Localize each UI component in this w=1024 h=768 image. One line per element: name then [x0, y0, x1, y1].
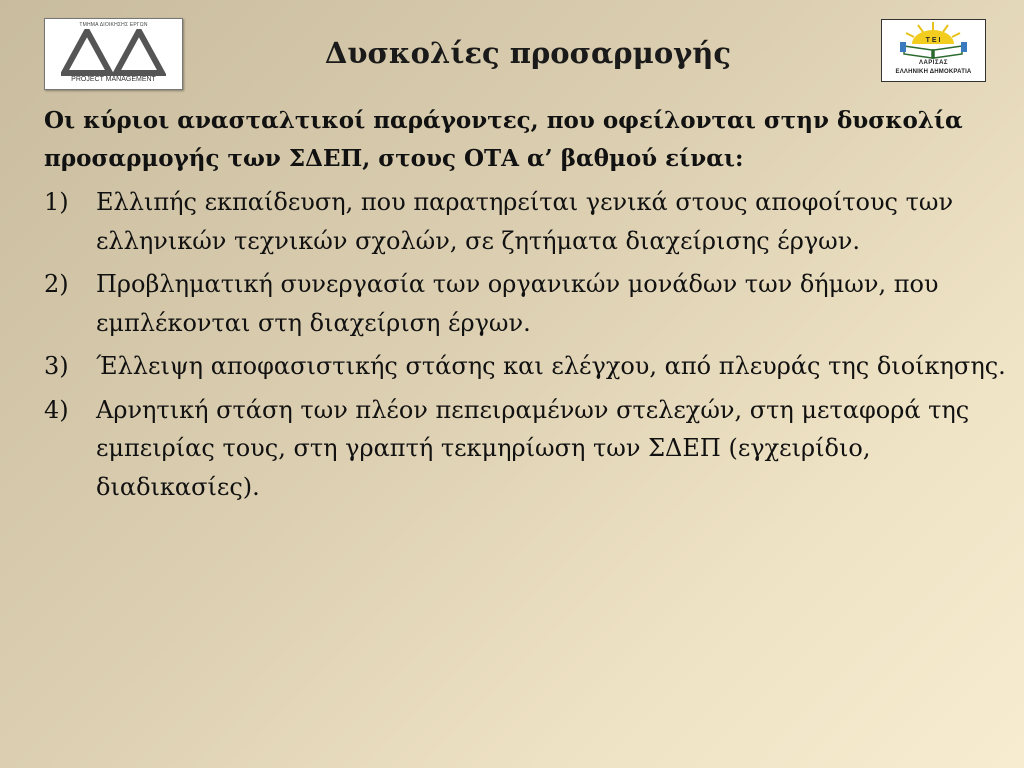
- list-item-number: 4): [44, 395, 69, 424]
- intro-paragraph: Οι κύριοι ανασταλτικοί παράγοντες, που οφείλονται στην δυσκολία προσαρμογής των ΣΔΕΠ, στους ΟΤΑ α’ βαθμού είναι:: [44, 107, 963, 172]
- logo-right-caption-2: ΕΛΛΗΝΙΚΗ ΔΗΜΟΚΡΑΤΙΑ: [895, 69, 972, 75]
- logo-right-caption-1: ΛΑΡΙΣΑΣ: [918, 60, 949, 66]
- slide-content: [44, 102, 1006, 506]
- project-management-logo: [44, 18, 183, 90]
- list-item: [44, 265, 1006, 342]
- factors-list: [44, 183, 1006, 506]
- list-item-text: Έλλειψη αποφασιστικής στάσης και ελέγχου, από πλευράς της διοίκησης.: [96, 352, 1006, 380]
- list-item-text: Προβληματική συνεργασία των οργανικών μονάδων των δήμων, που εμπλέκονται στη διαχείριση έργων.: [96, 270, 939, 337]
- list-item-number: 2): [44, 270, 69, 298]
- list-item: [44, 347, 1006, 386]
- list-item-number: 1): [44, 188, 69, 216]
- list-item-number: 3): [44, 352, 69, 380]
- page-title: Δυσκολίες προσαρμογής: [324, 36, 732, 70]
- logo-left-bottom-text: PROJECT MANAGEMENT: [67, 74, 160, 85]
- double-delta-icon: [61, 29, 166, 77]
- open-book-icon: [900, 42, 967, 59]
- list-item-text: Αρνητική στάση των πλέον πεπειραμένων στελεχών, στη μεταφορά της εμπειρίας τους, στη γραπτή τεκμηρίωση των ΣΔΕΠ (εγχειρίδιο, διαδικασίες).: [96, 395, 970, 501]
- tei-larissa-logo: [881, 19, 986, 82]
- list-item-text: Ελλιπής εκπαίδευση, που παρατηρείται γενικά στους αποφοίτους των ελληνικών τεχνικών σχολών, σε ζητήματα διαχείρισης έργων.: [96, 188, 954, 255]
- list-item: [44, 183, 1006, 260]
- logo-left-top-text: ΤΜΗΜΑ ΔΙΟΙΚΗΣΗΣ ΕΡΓΩΝ: [79, 22, 148, 28]
- logo-right-top-text: Τ Ε Ι: [925, 37, 941, 44]
- list-item: [44, 391, 1006, 507]
- sun-book-icon: [882, 20, 985, 60]
